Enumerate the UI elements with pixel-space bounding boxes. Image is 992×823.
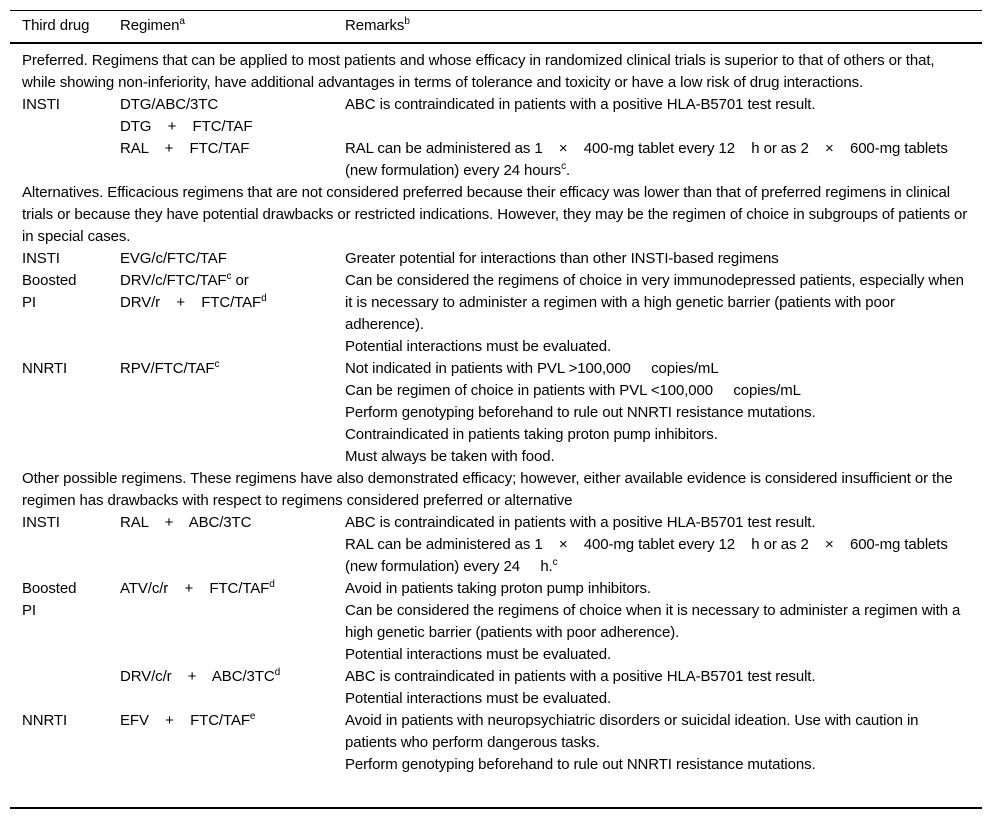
remark-line: RAL can be administered as 1 × 400-mg tablet every 12 h or as 2 × 600-mg tablets (new formulation) every 24 h.$^c$ — [345, 536, 952, 575]
regimen-line: DRV/c/FTC/TAF$^c$ or — [120, 271, 249, 289]
cell-third-drug — [22, 248, 120, 270]
regimen-line: RAL + ABC/3TC — [120, 514, 252, 531]
cell-regimen — [120, 138, 345, 182]
cell-regimen — [120, 116, 345, 138]
cell-third-drug — [22, 578, 120, 666]
table-row — [22, 248, 972, 270]
remark-line: Potential interactions must be evaluated. — [345, 646, 612, 663]
remark-line: Perform genotyping beforehand to rule out NNRTI resistance mutations. — [345, 756, 816, 773]
cell-regimen — [120, 666, 345, 710]
remark-line: Not indicated in patients with PVL >100,000 copies/mL — [345, 360, 719, 377]
section-other-possible — [22, 468, 972, 776]
section-intro: Preferred. Regimens that can be applied to most patients and whose efficacy in randomized clinical trials is superior to that of others or that, while showing non-inferiority, have additional advantages in terms of tolerance and toxicity or have a low risk of drug interactions. — [22, 52, 935, 91]
cell-third-drug — [22, 710, 120, 776]
cell-remarks — [345, 710, 972, 776]
regimen-line: RPV/FTC/TAF$^c$ — [120, 359, 220, 377]
cell-third-drug — [22, 138, 120, 182]
col-header-remarks: Remarks$^b$ — [345, 16, 410, 34]
remark-line: Avoid in patients with neuropsychiatric disorders or suicidal ideation. Use with caution in patients who perform dangerous tasks. — [345, 712, 923, 751]
regimen-line: DTG + FTC/TAF — [120, 118, 253, 135]
table-row — [22, 270, 972, 358]
cell-remarks — [345, 578, 972, 666]
cell-remarks — [345, 248, 972, 270]
table-row — [22, 94, 972, 116]
regimen-line: EVG/c/FTC/TAF — [120, 250, 227, 267]
remark-line: Can be considered the regimens of choice in very immunodepressed patients, especially when it is necessary to administer a regimen with a high genetic barrier (patients with poor adherence). — [345, 272, 968, 333]
remark-line: Contraindicated in patients taking proton pump inhibitors. — [345, 426, 718, 443]
cell-regimen — [120, 710, 345, 776]
cell-regimen — [120, 358, 345, 468]
cell-remarks — [345, 94, 972, 116]
section-alternatives — [22, 182, 972, 468]
regimen-line: DRV/c/r + ABC/$3TC^d$ — [120, 667, 281, 685]
table-row — [22, 358, 972, 468]
col-header-regimen: Regimen$^a$ — [120, 16, 185, 34]
cell-third-drug — [22, 94, 120, 116]
cell-third-drug — [22, 666, 120, 710]
cell-regimen — [120, 578, 345, 666]
drug-line: PI — [22, 602, 36, 619]
remark-line: Potential interactions must be evaluated. — [345, 338, 612, 355]
table-row — [22, 710, 972, 776]
table-header-row — [10, 11, 982, 44]
drug-line: NNRTI — [22, 360, 68, 377]
cell-remarks — [345, 138, 972, 182]
regimen-line: DRV/r + FTC/TAF$^d$ — [120, 293, 267, 311]
remark-line: Can be considered the regimens of choice when it is necessary to administer a regimen with a high genetic barrier (patients with poor adherence). — [345, 602, 965, 641]
table-row — [22, 666, 972, 710]
section-intro: Alternatives. Efficacious regimens that are not considered preferred because their efficacy was lower than that of preferred regimens in clinical trials or because they have potential drawbacks or restricted indications. However, they may be the regimen of choice in subgroups of patients or in special cases. — [22, 184, 968, 245]
drug-line: PI — [22, 294, 36, 311]
col-header-third-drug: Third drug — [22, 17, 90, 34]
cell-third-drug — [22, 358, 120, 468]
remark-line: ABC is contraindicated in patients with a positive HLA-B5701 test result. — [345, 668, 816, 685]
cell-third-drug — [22, 270, 120, 358]
cell-remarks — [345, 666, 972, 710]
section-intro: Other possible regimens. These regimens have also demonstrated efficacy; however, either available evidence is considered insufficient or the regimen has drawbacks with respect to regimens considered preferred or alternative — [22, 470, 953, 509]
remark-line: RAL can be administered as 1 × 400-mg tablet every 12 h or as 2 × 600-mg tablets (new formulation) every 24 hours$^c$. — [345, 140, 952, 179]
cell-regimen — [120, 94, 345, 116]
remark-line: Can be regimen of choice in patients with PVL <100,000 copies/mL — [345, 382, 801, 399]
remark-line: ABC is contraindicated in patients with a positive HLA-B5701 test result. — [345, 514, 816, 531]
cell-regimen — [120, 248, 345, 270]
drug-line: INSTI — [22, 514, 60, 531]
table-row — [22, 138, 972, 182]
drug-line: INSTI — [22, 96, 60, 113]
remark-line: Perform genotyping beforehand to rule out NNRTI resistance mutations. — [345, 404, 816, 421]
table-body — [10, 44, 982, 776]
regimen-line: DTG/ABC/3TC — [120, 96, 219, 113]
remark-line: Must always be taken with food. — [345, 448, 555, 465]
remark-line: Potential interactions must be evaluated. — [345, 690, 612, 707]
drug-line: NNRTI — [22, 712, 68, 729]
drug-line: Boosted — [22, 272, 77, 289]
remark-line: Greater potential for interactions than other INSTI-based regimens — [345, 250, 779, 267]
drug-line: Boosted — [22, 580, 77, 597]
regimen-line: EFV + FTC/TAF$^e$ — [120, 711, 256, 729]
remark-line: Avoid in patients taking proton pump inhibitors. — [345, 580, 651, 597]
table-row — [22, 512, 972, 578]
regimen-line: RAL + FTC/TAF — [120, 140, 250, 157]
cell-regimen — [120, 270, 345, 358]
section-preferred — [22, 50, 972, 182]
remark-line: ABC is contraindicated in patients with a positive HLA-B5701 test result. — [345, 96, 816, 113]
cell-remarks — [345, 358, 972, 468]
cell-remarks — [345, 116, 972, 138]
table-row — [22, 116, 972, 138]
table-row — [22, 578, 972, 666]
cell-third-drug — [22, 116, 120, 138]
cell-remarks — [345, 512, 972, 578]
regimen-line: ATV/c/r + FTC/TAF$^d$ — [120, 579, 275, 597]
regimen-table — [10, 10, 982, 809]
drug-line: INSTI — [22, 250, 60, 267]
cell-remarks — [345, 270, 972, 358]
cell-regimen — [120, 512, 345, 578]
cell-third-drug — [22, 512, 120, 578]
